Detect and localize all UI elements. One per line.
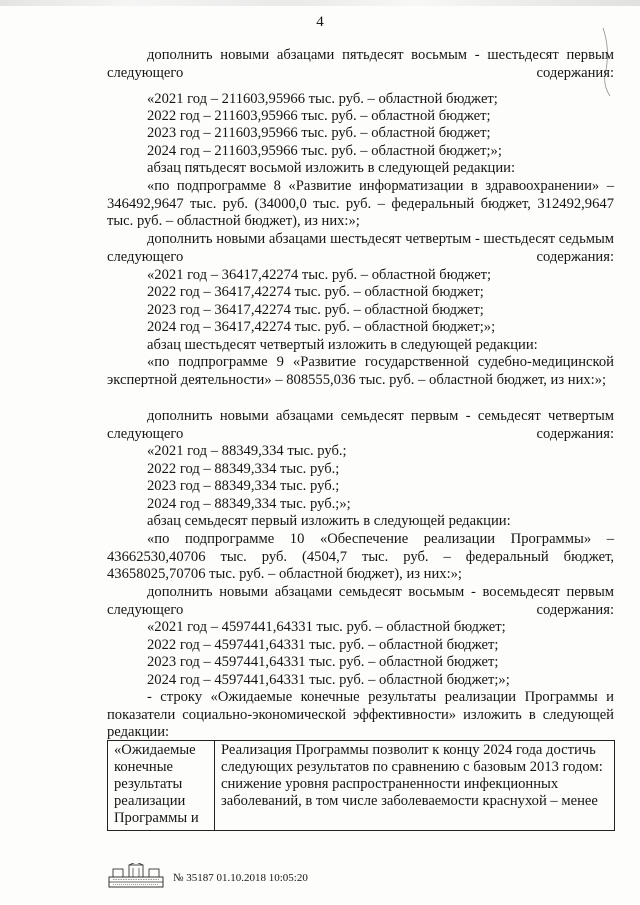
table-cell-label: «Ожидаемые конечные результаты реализации Программы и <box>108 741 215 831</box>
table-row <box>108 741 615 831</box>
document-number: № 35187 01.10.2018 10:05:20 <box>173 872 308 884</box>
list-item: 2024 год – 211603,95966 тыс. руб. – областной бюджет;»; <box>147 143 502 159</box>
list-item: 2024 год – 88349,334 тыс. руб.;»; <box>147 496 351 512</box>
paragraph: «по подпрограмме 10 «Обеспечение реализации Программы» – 43662530,40706 тыс. руб. (4504,7 тыс. руб. – федеральный бюджет, 43658025,70706 тыс. руб. – областной бюджет), из них:»; <box>107 531 614 583</box>
paragraph: дополнить новыми абзацами шестьдесят четвертым - шестьдесят седьмым следующего содержания: <box>107 231 614 265</box>
list-item: 2024 год – 4597441,64331 тыс. руб. – областной бюджет;»; <box>147 672 510 688</box>
list-item: 2024 год – 36417,42274 тыс. руб. – областной бюджет;»; <box>147 319 496 335</box>
list-item: 2022 год – 36417,42274 тыс. руб. – областной бюджет; <box>147 284 484 300</box>
table-cell-text: Реализация Программы позволит к концу 2024 года достичь следующих результатов по сравнению с базовым 2013 годом: снижение уровня распространенности инфекционных заболеваний, в том числе заболеваемости краснухой – менее <box>215 741 615 831</box>
paragraph: абзац шестьдесят четвертый изложить в следующей редакции: <box>147 337 538 353</box>
list-item: 2023 год – 211603,95966 тыс. руб. – областной бюджет; <box>147 125 491 141</box>
paragraph: «по подпрограмме 8 «Развитие информатизации в здравоохранении» – 346492,9647 тыс. руб. (34000,0 тыс. руб. – федеральный бюджет, 312492,9647 тыс. руб. – областной бюджет), из них:»; <box>107 178 614 230</box>
paragraph: дополнить новыми абзацами семьдесят восьмым - восемьдесят первым следующего содержания: <box>107 584 614 618</box>
results-table <box>107 740 615 831</box>
page-number: 4 <box>316 14 324 30</box>
list-item: «2021 год – 211603,95966 тыс. руб. – областной бюджет; <box>147 91 498 107</box>
scan-top-edge <box>0 0 640 6</box>
list-item: 2022 год – 4597441,64331 тыс. руб. – областной бюджет; <box>147 637 499 653</box>
list-item: 2023 год – 36417,42274 тыс. руб. – областной бюджет; <box>147 302 484 318</box>
list-item: 2022 год – 211603,95966 тыс. руб. – областной бюджет; <box>147 108 491 124</box>
list-item: 2023 год – 88349,334 тыс. руб.; <box>147 478 340 494</box>
paragraph: абзац семьдесят первый изложить в следующей редакции: <box>147 513 511 529</box>
list-item: 2023 год – 4597441,64331 тыс. руб. – областной бюджет; <box>147 654 499 670</box>
paragraph: - строку «Ожидаемые конечные результаты реализации Программы и показатели социально-экономической эффективности» изложить в следующей редакции: <box>107 689 614 741</box>
paragraph: «по подпрограмме 9 «Развитие государственной судебно-медицинской экспертной деятельности» – 808555,036 тыс. руб. – областной бюджет, из них:»; <box>107 354 614 388</box>
list-item: 2022 год – 88349,334 тыс. руб.; <box>147 461 340 477</box>
paragraph: дополнить новыми абзацами семьдесят первым - семьдесят четвертым следующего содержания: <box>107 408 614 442</box>
list-item: «2021 год – 4597441,64331 тыс. руб. – областной бюджет; <box>147 619 506 635</box>
paragraph: абзац пятьдесят восьмой изложить в следующей редакции: <box>147 160 516 176</box>
registry-stamp-icon <box>107 863 167 889</box>
list-item: «2021 год – 36417,42274 тыс. руб. – областной бюджет; <box>147 267 492 283</box>
list-item: «2021 год – 88349,334 тыс. руб.; <box>147 443 347 459</box>
paragraph: дополнить новыми абзацами пятьдесят восьмым - шестьдесят первым следующего содержания: <box>107 47 614 81</box>
